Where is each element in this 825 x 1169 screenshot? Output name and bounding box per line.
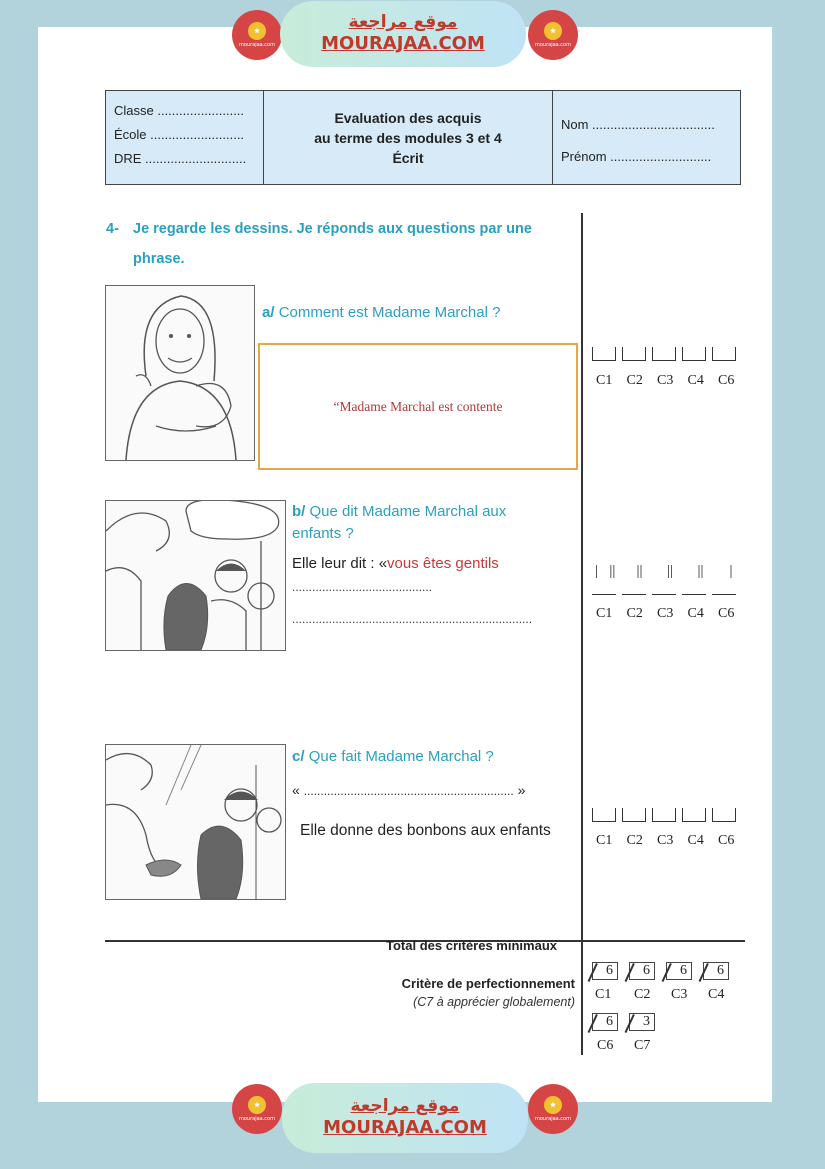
criteria-labels-b — [596, 606, 749, 622]
criteria-label: C3 — [657, 833, 674, 848]
criteria-label: C6 — [718, 833, 735, 848]
criteria-mark: | — [721, 563, 733, 579]
score-label: C3 — [671, 987, 688, 1002]
answer-prefix: Elle leur dit : « — [292, 555, 388, 572]
criteria-box[interactable] — [712, 808, 736, 822]
score-box[interactable] — [703, 962, 729, 980]
score-denominator: 6 — [717, 963, 724, 978]
header-student-info — [553, 91, 740, 184]
criteria-labels-a — [596, 373, 749, 389]
score-c2 — [629, 962, 666, 1003]
quote-close: » — [517, 782, 526, 798]
site-link-pill[interactable] — [280, 1, 526, 67]
criteria-label: C1 — [596, 606, 613, 621]
criteria-mark: | || — [595, 563, 616, 579]
answer-dotted-line[interactable]: .......................................... — [292, 580, 433, 594]
criteria-box[interactable] — [652, 347, 676, 361]
perfection-criterion-label: Critère de perfectionnement — [401, 976, 575, 991]
instruction-line-2: phrase. — [133, 251, 185, 267]
score-c1 — [592, 962, 629, 1003]
criteria-label: C4 — [687, 373, 704, 388]
criteria-boxes-a — [592, 347, 742, 361]
criteria-label: C6 — [718, 373, 735, 388]
criteria-box[interactable] — [592, 347, 616, 361]
score-c7 — [629, 1013, 666, 1054]
classe-field: Classe ........................ — [114, 103, 245, 118]
answer-dotted-line[interactable]: ............................................................... — [303, 784, 514, 798]
illustration-woman-giving-candy — [105, 744, 286, 900]
score-box[interactable] — [666, 962, 692, 980]
criteria-marks-b — [590, 563, 743, 580]
criteria-label: C3 — [657, 373, 674, 388]
question-c-answer[interactable]: Elle donne des bonbons aux enfants — [300, 822, 551, 839]
score-c6 — [592, 1013, 629, 1054]
question-c-letter: c/ — [292, 748, 305, 765]
criteria-mark: || — [689, 563, 704, 579]
criteria-label: C3 — [657, 606, 674, 621]
question-b-text-line-2: enfants ? — [292, 525, 354, 542]
top-watermark-banner[interactable] — [0, 0, 825, 80]
criteria-label: C1 — [596, 373, 613, 388]
criteria-mark: || — [628, 563, 643, 579]
score-box[interactable] — [592, 962, 618, 980]
illustration-woman-speaking-to-children — [105, 500, 286, 651]
score-denominator: 6 — [643, 963, 650, 978]
score-row-1 — [592, 962, 740, 1003]
site-logo-right-icon: ★ mourajaa.com — [528, 1084, 578, 1134]
site-name-arabic[interactable]: موقع مراجعة — [348, 11, 458, 32]
title-line-2: au terme des modules 3 et 4 — [314, 129, 502, 146]
score-box[interactable] — [629, 962, 655, 980]
exercise-instruction — [106, 214, 576, 274]
answer-dotted-line[interactable]: ........................................................................ — [292, 612, 533, 626]
dre-field: DRE ............................ — [114, 151, 247, 166]
criteria-label: C1 — [596, 833, 613, 848]
score-box[interactable] — [629, 1013, 655, 1031]
criteria-box[interactable] — [622, 347, 646, 361]
nom-field: Nom .................................. — [561, 117, 715, 132]
question-b-label — [292, 501, 562, 545]
score-label: C4 — [708, 987, 725, 1002]
criteria-underlines-b — [592, 594, 742, 595]
question-a-letter: a/ — [262, 304, 275, 321]
question-a-label — [262, 304, 500, 321]
question-b-answer[interactable]: vous êtes gentils — [387, 555, 499, 572]
question-c-text: Que fait Madame Marchal ? — [308, 748, 494, 765]
site-name-arabic[interactable]: موقع مراجعة — [350, 1095, 460, 1116]
score-label: C6 — [597, 1038, 614, 1053]
question-c-quote-line[interactable] — [292, 782, 525, 798]
illustration-woman-with-cat — [105, 285, 255, 461]
score-denominator: 3 — [643, 1014, 650, 1029]
criteria-box[interactable] — [592, 808, 616, 822]
score-c4 — [703, 962, 740, 1003]
criteria-mark: || — [659, 563, 673, 579]
site-logo-left-icon: ★ mourajaa.com — [232, 1084, 282, 1134]
site-name-url[interactable]: MOURAJAA.COM — [323, 1116, 487, 1138]
total-minimal-criteria-label: Total des critères minimaux — [386, 938, 557, 953]
criteria-label: C6 — [718, 606, 735, 621]
header-table — [105, 90, 741, 185]
criteria-label: C2 — [626, 373, 643, 388]
criteria-label: C2 — [626, 833, 643, 848]
score-label: C2 — [634, 987, 651, 1002]
score-row-2 — [592, 1013, 666, 1054]
question-c-label — [292, 748, 494, 765]
criteria-label: C4 — [687, 606, 704, 621]
question-a-answer[interactable]: “Madame Marchal est contente — [333, 398, 503, 414]
criteria-box[interactable] — [622, 808, 646, 822]
score-c3 — [666, 962, 703, 1003]
score-label: C7 — [634, 1038, 651, 1053]
criteria-box[interactable] — [652, 808, 676, 822]
score-box[interactable] — [592, 1013, 618, 1031]
quote-open: « — [292, 782, 300, 798]
bottom-watermark-banner[interactable] — [0, 1083, 825, 1163]
perfection-criterion-note: (C7 à apprécier globalement) — [413, 995, 575, 1009]
instruction-line-1: Je regarde les dessins. Je réponds aux questions par une — [133, 221, 532, 237]
criteria-label: C2 — [626, 606, 643, 621]
exercise-number: 4- — [106, 221, 119, 237]
site-logo-right-icon: ★ mourajaa.com — [528, 10, 578, 60]
ecole-field: École .......................... — [114, 127, 245, 142]
criteria-box[interactable] — [682, 347, 706, 361]
criteria-label: C4 — [687, 833, 704, 848]
criteria-box[interactable] — [682, 808, 706, 822]
header-title — [264, 91, 553, 184]
title-line-3: Écrit — [392, 149, 424, 166]
prenom-field: Prénom ............................ — [561, 149, 712, 164]
title-line-1: Evaluation des acquis — [334, 109, 482, 126]
score-label: C1 — [595, 987, 612, 1002]
criteria-divider — [581, 213, 583, 1055]
question-a-text: Comment est Madame Marchal ? — [278, 304, 501, 321]
question-b-text-line-1: Que dit Madame Marchal aux — [309, 503, 507, 520]
score-denominator: 6 — [606, 963, 613, 978]
site-link-pill[interactable] — [282, 1083, 528, 1153]
question-b-letter: b/ — [292, 503, 306, 520]
header-school-info — [106, 91, 264, 184]
criteria-box[interactable] — [712, 347, 736, 361]
question-b-answer-line[interactable] — [292, 555, 499, 572]
site-name-url[interactable]: MOURAJAA.COM — [321, 32, 485, 54]
question-a-answer-box[interactable] — [258, 343, 578, 470]
site-logo-left-icon: ★ mourajaa.com — [232, 10, 282, 60]
criteria-boxes-c — [592, 808, 742, 822]
score-denominator: 6 — [606, 1014, 613, 1029]
score-denominator: 6 — [680, 963, 687, 978]
criteria-labels-c — [596, 833, 749, 849]
